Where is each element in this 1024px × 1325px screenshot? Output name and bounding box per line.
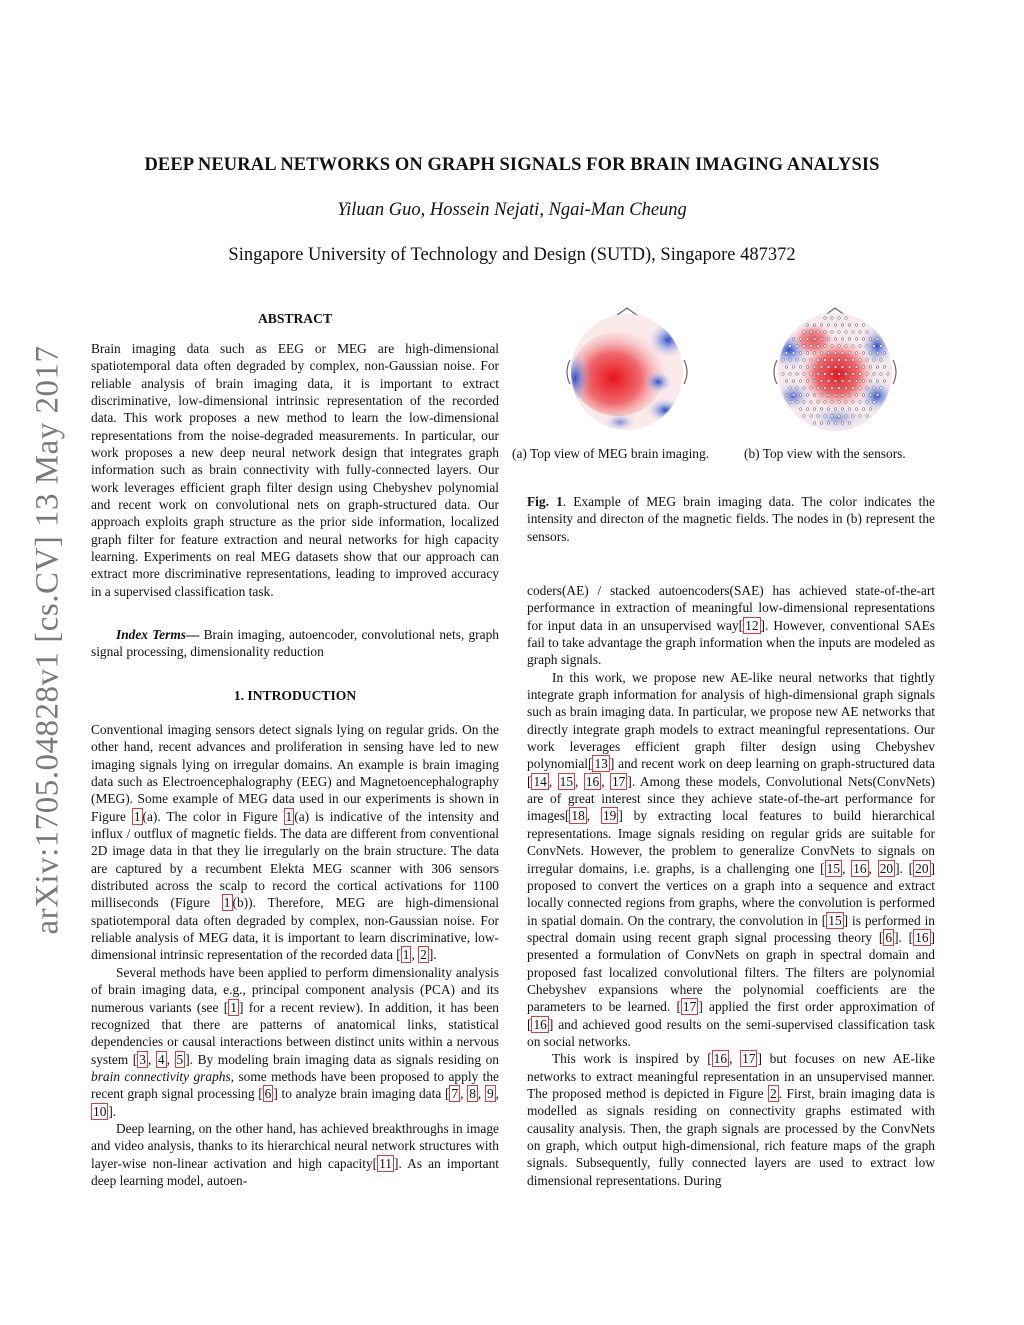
intro-paragraph-3: Deep learning, on the other hand, has achieved breakthroughs in image and video analysis, thanks to its hierarchical neural network structures with layer-wise non-linear activation and high capacity[ 11 ]. As an important deep learning model, autoen-: [91, 1120, 499, 1188]
citation-link[interactable]: 16: [853, 860, 867, 876]
sensor-node: [852, 415, 855, 418]
figure-1b-meg-sensors: [765, 300, 905, 440]
sensor-node: [796, 345, 799, 348]
sensor-node: [827, 422, 830, 425]
sensor-node: [827, 394, 830, 397]
citation-link[interactable]: 19: [602, 808, 617, 824]
citation-link[interactable]: 15: [828, 912, 842, 928]
sensor-node: [873, 373, 876, 376]
sensor-node: [873, 401, 876, 404]
right-ear-marker: [893, 360, 896, 384]
sensor-node: [810, 415, 813, 418]
meg-topomap-a: [560, 300, 695, 435]
sensor-node: [803, 345, 806, 348]
sensor-node: [824, 359, 827, 362]
right-column-body: [527, 582, 935, 1189]
abstract-body: [91, 340, 499, 600]
abstract-text: Brain imaging data such as EEG or MEG are high-dimensional spatiotemporal data often degraded by complex, non-Gaussian noise. For reliable analysis of brain imaging data, it is important to extract discriminative, low-dimensional intrinsic representation of the recorded data. This work proposes a new method to learn the low-dimensional representations from the noise-degraded measurements. In particular, our work proposes a new deep neural network design that integrates graph information such as brain connectivity with fully-connected layers. Our work leverages efficient graph filter design using Chebyshev polynomial and recent work on convolutional nets on graph-structured data. Our approach exploits graph structure as the prior side information, localized graph filter for feature extraction and neural networks for high capacity learning. Experiments on real MEG datasets show that our approach can extract more discriminative representations, leading to improved accuracy in a supervised classification task.: [91, 341, 499, 599]
sensor-node: [859, 387, 862, 390]
sensor-node: [862, 408, 865, 411]
sensor-node: [873, 359, 876, 362]
sensor-node: [792, 338, 795, 341]
sensor-node: [876, 352, 879, 355]
sensor-node: [841, 422, 844, 425]
sensor-node: [831, 401, 834, 404]
sensor-node: [827, 338, 830, 341]
sensor-node: [796, 387, 799, 390]
figure-1-caption: Fig. 1. Example of MEG brain imaging data. The color indicates the intensity and directon of the magnetic fields. The nodes in (b) represent the sensors.: [527, 494, 935, 544]
sensor-node: [873, 345, 876, 348]
sensor-node: [848, 366, 851, 369]
sensor-node: [824, 387, 827, 390]
sensor-node: [880, 359, 883, 362]
sensor-node: [834, 366, 837, 369]
sensor-node: [848, 408, 851, 411]
paper-authors: Yiluan Guo, Hossein Nejati, Ngai-Man Cheung: [337, 200, 687, 220]
sensor-node: [827, 366, 830, 369]
sensor-node: [845, 401, 848, 404]
sensor-node: [803, 359, 806, 362]
introduction-body: [91, 721, 499, 1189]
sensor-node: [859, 345, 862, 348]
sensor-node: [803, 373, 806, 376]
sensor-node: [841, 324, 844, 327]
sensor-node: [876, 338, 879, 341]
sensor-node: [810, 401, 813, 404]
citation-link[interactable]: 16: [713, 1051, 728, 1067]
sensor-node: [799, 338, 802, 341]
sensor-node: [848, 324, 851, 327]
sensor-node: [813, 324, 816, 327]
right-paragraph-3: This work is inspired by [ 16 , 17 ] but focuses on new AE-like networks to extract meaningful representation in an unsupervised manner. The proposed method is depicted in Figure 2 . First, brain imaging data is modelled as signals residing on connectivity graphs estimated with causality analysis. Then, the graph signals are processed by the ConvNets on graph, which output high-dimensional, rich feature maps of the graph signals. Subsequently, fully connected layers are used to extract low dimensional representations. During: [527, 1051, 935, 1188]
sensor-node: [841, 338, 844, 341]
sensor-node: [813, 366, 816, 369]
paper-affiliation: Singapore University of Technology and Design (SUTD), Singapore 487372: [228, 245, 796, 265]
right-paragraph-1: coders(AE) / stacked autoencoders(SAE) has achieved state-of-the-art performance in extraction of meaningful low-dimensional representations for input data in an unsupervised way[ 12 ]. However, conventional SAEs fail to take advantage the graph information when the inputs are modeled as graph signals.: [527, 583, 935, 668]
sensor-node: [859, 331, 862, 334]
sensor-node: [845, 387, 848, 390]
sensor-node: [810, 345, 813, 348]
figure-ref-link[interactable]: 1: [223, 895, 231, 911]
sensor-node: [785, 394, 788, 397]
citation-link[interactable]: 10: [93, 1103, 107, 1119]
left-ear-marker: [567, 360, 570, 384]
introduction-heading: 1. INTRODUCTION: [233, 688, 357, 703]
sensor-node: [799, 352, 802, 355]
sensor-node: [820, 366, 823, 369]
citation-link[interactable]: 6: [885, 929, 893, 945]
sensor-node: [866, 359, 869, 362]
sensor-node: [869, 366, 872, 369]
sensor-node: [831, 331, 834, 334]
sensor-node: [852, 331, 855, 334]
sensor-node: [855, 366, 858, 369]
sensor-node: [813, 408, 816, 411]
citation-link[interactable]: 6: [264, 1086, 272, 1102]
sensor-node: [838, 359, 841, 362]
sensor-node: [859, 401, 862, 404]
right-ear-marker: [684, 360, 687, 384]
subcaption-a: (a) Top view of MEG brain imaging.: [512, 446, 710, 461]
sensor-node: [820, 408, 823, 411]
sensor-node: [789, 401, 792, 404]
sensor-node: [806, 408, 809, 411]
sensor-node: [824, 415, 827, 418]
left-ear-marker: [774, 360, 777, 384]
sensor-node: [883, 380, 886, 383]
sensor-node: [813, 352, 816, 355]
sensor-node: [831, 387, 834, 390]
sensor-node: [834, 352, 837, 355]
sensor-node: [806, 366, 809, 369]
sensor-node: [862, 338, 865, 341]
citation-link[interactable]: 8: [469, 1086, 476, 1102]
sensor-node: [813, 380, 816, 383]
meg-topomap-b: [765, 300, 905, 440]
sensor-node: [803, 415, 806, 418]
sensor-node: [785, 352, 788, 355]
sensor-node: [785, 380, 788, 383]
sensor-node: [820, 422, 823, 425]
sensor-node: [820, 324, 823, 327]
sensor-node: [799, 380, 802, 383]
sensor-node: [810, 331, 813, 334]
sensor-node: [831, 345, 834, 348]
sensor-node: [810, 373, 813, 376]
sensor-node: [852, 373, 855, 376]
sensor-node: [834, 408, 837, 411]
sensor-node: [810, 359, 813, 362]
sensor-node: [848, 422, 851, 425]
sensor-node: [820, 380, 823, 383]
citation-link[interactable]: 20: [879, 860, 894, 876]
citation-link[interactable]: 2: [420, 947, 427, 963]
citation-link[interactable]: 17: [742, 1051, 756, 1067]
sensor-node: [831, 373, 834, 376]
sensor-node: [834, 338, 837, 341]
sensor-node: [855, 380, 858, 383]
sensor-node: [838, 373, 841, 376]
sensor-node: [841, 366, 844, 369]
sensor-node: [799, 408, 802, 411]
sensor-node: [817, 359, 820, 362]
citation-link[interactable]: 3: [139, 1051, 146, 1067]
sensor-node: [820, 352, 823, 355]
sensor-node: [841, 408, 844, 411]
subcaption-b: (b) Top view with the sensors.: [744, 446, 906, 461]
sensor-node: [806, 338, 809, 341]
intro-paragraph-1: Conventional imaging sensors detect signals lying on regular grids. On the other hand, recent advances and proliferation in sensing have led to new imaging signals lying on irregular domains. An example is brain imaging data such as Electroencephalography (EEG) and Magnetoencephalography (MEG). Some example of MEG data used in our experiments is shown in Figure 1 (a). The color in Figure 1 (a) is indicative of the intensity and influx / outflux of magnetic fields. The data are different from conventional 2D image data in that they lie irregularly on the brain structure. The data are captured by a recumbent Elekta MEG scanner with 306 sensors distributed across the scalp to record the cortical activations for 1100 milliseconds (Figure 1 (b)). Therefore, MEG are high-dimensional spatiotemporal data often degraded by complex, non-Gaussian noise. For reliable analysis of MEG data, it is important to learn discriminative, low-dimensional intrinsic representation of the recorded data [ 1 , 2 ].: [91, 722, 499, 963]
sensor-node: [792, 380, 795, 383]
sensor-node: [866, 415, 869, 418]
sensor-node: [827, 352, 830, 355]
figure-label: Fig. 1: [527, 494, 563, 509]
intro-paragraph-2: Several methods have been applied to perform dimensionality analysis of brain imaging data, e.g., principal component analysis (PCA) and its numerous variants (see [ 1 ] for a recent review). In addition, it has been recognized that there are patterns of anatomical links, statistical dependencies or causal interactions between distinct units within a nervous system [ 3 , 4 , 5 ]. By modeling brain imaging data as signals residing on brain connectivity graphs, some methods have been proposed to apply the recent graph signal processing [ 6 ] to analyze brain imaging data [ 7 , 8 , 9 , 10 ].: [91, 964, 500, 1119]
sensor-node: [869, 338, 872, 341]
sensor-node: [869, 394, 872, 397]
paper-title: DEEP NEURAL NETWORKS ON GRAPH SIGNALS FOR BRAIN IMAGING ANALYSIS: [144, 155, 880, 175]
sensor-node: [845, 345, 848, 348]
sensor-node: [782, 373, 785, 376]
sensor-node: [817, 401, 820, 404]
citation-link[interactable]: 9: [486, 1086, 494, 1102]
right-paragraph-2: In this work, we propose new AE-like neural networks that tightly integrate graph information for analysis of high-dimensional graph signals such as brain imaging data. In particular, we propose new AE networks that directly integrate graph models to extract meaningful representations. Our work leverages efficient graph filter design using Chebyshev polynomial[ 13 ] and recent work on deep learning on graph-structured data [ 14 , 15 , 16 , 17 ]. Among these models, Convolutional Nets(ConvNets) are of great interest since they achieve state-of-the-art performance for images[ 18 , 19 ] by extracting local features to build hierarchical representations. Image signals residing on regular grids are suitable for ConvNets. However, the problem to generalize ConvNets to signals on irregular domains, i.e. graphs, is a challenging one [ 15 , 16 , 20 ]. [ 20 ] proposed to convert the vertices on a graph into a sequence and extract locally connected regions from graphs, where the convolution is performed in spatial domain. On the contrary, the convolution in [ 15 ] is performed in spectral domain using recent graph signal processing theory [ 6 ]. [ 16 ] presented a formulation of ConvNets on graph in spectral domain and proposed fast localized convolutional filters. The filters are polynomial Chebyshev expansions where the polynomial coefficients are the parameters to be learned. [ 17 ] applied the first order approximation of [ 16 ] and achieved good results on the semi-supervised classification task on social networks.: [527, 669, 935, 1049]
sensor-node: [796, 401, 799, 404]
sensor-node: [880, 387, 883, 390]
sensor-node: [869, 380, 872, 383]
sensor-node: [883, 352, 886, 355]
figure-ref-link[interactable]: 1: [133, 808, 141, 824]
sensor-node: [859, 415, 862, 418]
sensor-node: [880, 373, 883, 376]
sensor-node: [827, 324, 830, 327]
sensor-node: [813, 394, 816, 397]
sensor-node: [803, 387, 806, 390]
citation-link[interactable]: 1: [230, 999, 237, 1015]
sensor-node: [866, 345, 869, 348]
sensor-node: [841, 352, 844, 355]
sensor-node: [831, 359, 834, 362]
index-terms: [91, 626, 499, 661]
sensor-node: [796, 359, 799, 362]
sensor-node: [841, 394, 844, 397]
sensor-node: [792, 352, 795, 355]
sensor-node: [799, 394, 802, 397]
sensor-node: [862, 380, 865, 383]
figure-ref-link[interactable]: 2: [770, 1085, 777, 1101]
sensor-node: [827, 408, 830, 411]
citation-link[interactable]: 4: [157, 1051, 165, 1067]
sensor-node: [838, 331, 841, 334]
sensor-node: [803, 331, 806, 334]
sensor-node: [806, 394, 809, 397]
sensor-node: [883, 366, 886, 369]
citation-link[interactable]: 17: [682, 999, 697, 1015]
sensor-node: [806, 324, 809, 327]
sensor-node: [817, 373, 820, 376]
sensor-node: [855, 338, 858, 341]
sensor-node: [862, 352, 865, 355]
sensor-node: [834, 422, 837, 425]
sensor-node: [876, 366, 879, 369]
sensor-node: [866, 331, 869, 334]
sensor-node: [838, 415, 841, 418]
citation-link[interactable]: 11: [379, 1155, 392, 1171]
citation-link[interactable]: 14: [533, 773, 547, 789]
sensor-node: [873, 387, 876, 390]
figure-ref-link[interactable]: 1: [285, 808, 293, 824]
sensor-node: [806, 380, 809, 383]
sensor-node: [817, 331, 820, 334]
sensor-node: [862, 366, 865, 369]
citation-link[interactable]: 13: [594, 756, 608, 772]
sensor-node: [848, 380, 851, 383]
sensor-node: [869, 352, 872, 355]
sensor-node: [824, 373, 827, 376]
sensor-node: [852, 401, 855, 404]
sensor-node: [810, 387, 813, 390]
sensor-node: [845, 359, 848, 362]
sensor-node: [866, 401, 869, 404]
citation-link[interactable]: 7: [451, 1086, 459, 1102]
sensor-node: [792, 366, 795, 369]
sensor-node: [824, 331, 827, 334]
sensor-node: [862, 394, 865, 397]
citation-link[interactable]: 12: [745, 617, 759, 633]
sensor-node: [876, 394, 879, 397]
sensor-node: [785, 366, 788, 369]
citation-link[interactable]: 1: [402, 947, 410, 963]
sensor-node: [845, 415, 848, 418]
sensor-node: [859, 359, 862, 362]
citation-link[interactable]: 17: [611, 773, 626, 789]
sensor-node: [813, 338, 816, 341]
sensor-node: [799, 366, 802, 369]
index-terms-text: Brain imaging, autoencoder, convolutional nets, graph signal processing, dimensionality reduction: [91, 627, 499, 660]
sensor-node: [806, 352, 809, 355]
sensor-node: [855, 324, 858, 327]
sensor-node: [845, 317, 848, 320]
sensor-node: [834, 324, 837, 327]
figure-1a-meg-topview: [560, 300, 695, 435]
citation-link[interactable]: 20: [915, 860, 929, 876]
sensor-node: [859, 373, 862, 376]
sensor-node: [820, 338, 823, 341]
sensor-node: [827, 380, 830, 383]
sensor-node: [824, 401, 827, 404]
sensor-node: [838, 387, 841, 390]
index-terms-label: Index Terms—: [116, 627, 200, 642]
sensor-node: [855, 408, 858, 411]
sensor-node: [789, 359, 792, 362]
sensor-node: [817, 415, 820, 418]
sensor-node: [782, 359, 785, 362]
sensor-node: [789, 373, 792, 376]
sensor-node: [831, 317, 834, 320]
sensor-node: [838, 317, 841, 320]
citation-link[interactable]: 16: [585, 773, 600, 789]
sensor-node: [852, 359, 855, 362]
citation-link[interactable]: 18: [571, 808, 585, 824]
sensor-node: [845, 373, 848, 376]
sensor-node: [803, 401, 806, 404]
sensor-node: [855, 394, 858, 397]
sensor-node: [789, 387, 792, 390]
citation-link[interactable]: 16: [533, 1016, 547, 1032]
sensor-node: [796, 373, 799, 376]
sensor-node: [789, 345, 792, 348]
sensor-node: [817, 345, 820, 348]
sensor-node: [841, 380, 844, 383]
citation-link[interactable]: 16: [915, 929, 929, 945]
sensor-node: [876, 380, 879, 383]
citation-link[interactable]: 15: [826, 860, 841, 876]
citation-link[interactable]: 5: [176, 1051, 184, 1067]
sensor-node: [866, 373, 869, 376]
sensor-node: [869, 408, 872, 411]
sensor-node: [862, 324, 865, 327]
sensor-node: [820, 394, 823, 397]
sensor-node: [838, 401, 841, 404]
sensor-node: [880, 345, 883, 348]
sensor-node: [834, 394, 837, 397]
sensor-node: [792, 394, 795, 397]
arxiv-identifier: arXiv:1705.04828v1 [cs.CV] 13 May 2017: [29, 345, 66, 935]
sensor-node: [852, 387, 855, 390]
citation-link[interactable]: 15: [559, 773, 574, 789]
sensor-node: [848, 352, 851, 355]
sensor-node: [887, 373, 890, 376]
sensor-node: [834, 380, 837, 383]
sensor-node: [866, 387, 869, 390]
sensor-node: [813, 422, 816, 425]
sensor-node: [848, 394, 851, 397]
sensor-node: [838, 345, 841, 348]
abstract-heading: ABSTRACT: [257, 311, 333, 326]
sensor-node: [855, 352, 858, 355]
sensor-node: [824, 317, 827, 320]
sensor-node: [852, 345, 855, 348]
sensor-node: [824, 345, 827, 348]
sensor-node: [817, 387, 820, 390]
sensor-node: [831, 415, 834, 418]
sensor-node: [845, 331, 848, 334]
sensor-node: [848, 338, 851, 341]
